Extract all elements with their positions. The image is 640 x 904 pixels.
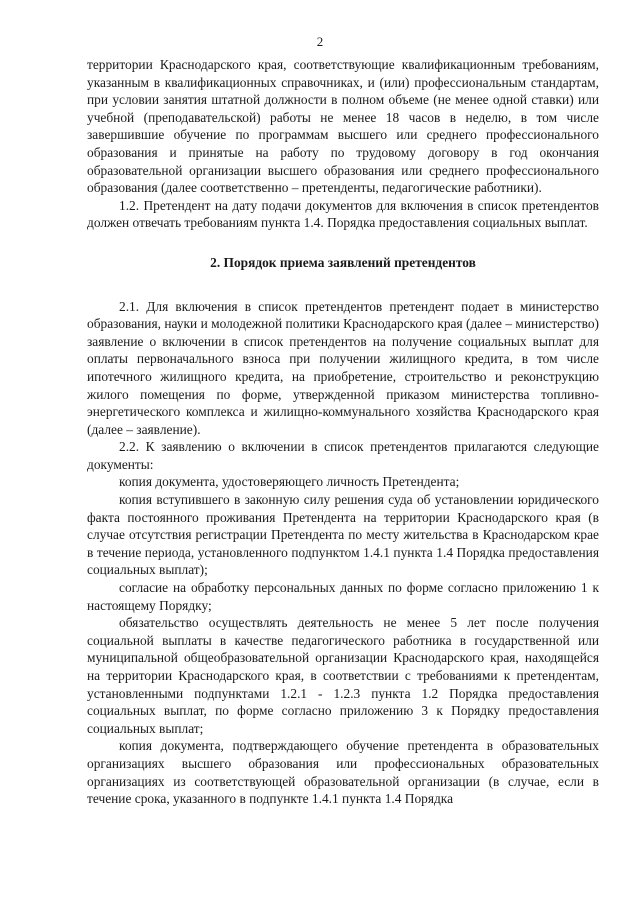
paragraph-1-2: 1.2. Претендент на дату подачи документов для включения в список претендентов должен отвечать требованиям пункта 1.4. Порядка предоставления социальных выплат. xyxy=(87,197,599,231)
list-item-court-decision: копия вступившего в законную силу решения суда об установлении юридического факта постоянного проживания Претендента на территории Краснодарского края (в случае отсутствия регистрации Претендента по месту жительства в Краснодарском крае в течение периода, установленного подпунктом 1.4.1 пункта 1.4 Порядка предоставления социальных выплат); xyxy=(87,492,599,578)
list-item-identity-copy: копия документа, удостоверяющего личность Претендента; xyxy=(119,474,460,490)
page-number: 2 xyxy=(316,34,324,49)
list-item-education-proof: копия документа, подтверждающего обучение претендента в образовательных организациях высшего образования или профессиональных образовательных организациях из соответствующей образовательной организации (в случае, если в течение срока, указанного в подпункте 1.4.1 пункта 1.4 Порядка xyxy=(87,738,599,807)
document-body xyxy=(87,56,599,808)
paragraph-1-1-continued: территории Краснодарского края, соответствующие квалификационным требованиям, указанным в квалификационных справочниках, и (или) профессиональным стандартам, при условии занятия штатной должности в полном объеме (не менее одной ставки) или учебной (преподавательской) работы не менее 18 часов в неделю, в том числе завершившие обучение по программам высшего или среднего профессионального образования и принятые на работу по трудовому договору в год окончания образовательной организации высшего образования или среднего профессионального образования (далее соответственно – претенденты, педагогические работники). xyxy=(87,57,599,196)
paragraph-2-2: 2.2. К заявлению о включении в список претендентов прилагаются следующие документы: xyxy=(87,439,599,472)
list-item-obligation: обязательство осуществлять деятельность не менее 5 лет после получения социальной выплаты в качестве педагогического работника в государственной или муниципальной общеобразовательной организации Краснодарского края, находящейся на территории Краснодарского края, в соответствии с требованиями к претендентам, установленными подпунктами 1.2.1 - 1.2.3 пункта 1.2 Порядка предоставления социальных выплат, по форме согласно приложению 3 к Порядку предоставления социальных выплат; xyxy=(87,615,599,736)
paragraph-2-1: 2.1. Для включения в список претендентов претендент подает в министерство образования, науки и молодежной политики Краснодарского края (далее – министерство) заявление о включении в список претендентов на получение социальных выплат для оплаты первоначального взноса при получении жилищного кредита, в том числе ипотечного жилищного кредита, на приобретение, строительство и реконструкцию жилого помещения по форме, утвержденной приказом министерства топливно-энергетического комплекса и жилищно-коммунального хозяйства Краснодарского края (далее – заявление). xyxy=(87,298,599,437)
section-heading-2: 2. Порядок приема заявлений претендентов xyxy=(210,254,476,270)
list-item-personal-data-consent: согласие на обработку персональных данных по форме согласно приложению 1 к настоящему Порядку; xyxy=(87,580,599,613)
